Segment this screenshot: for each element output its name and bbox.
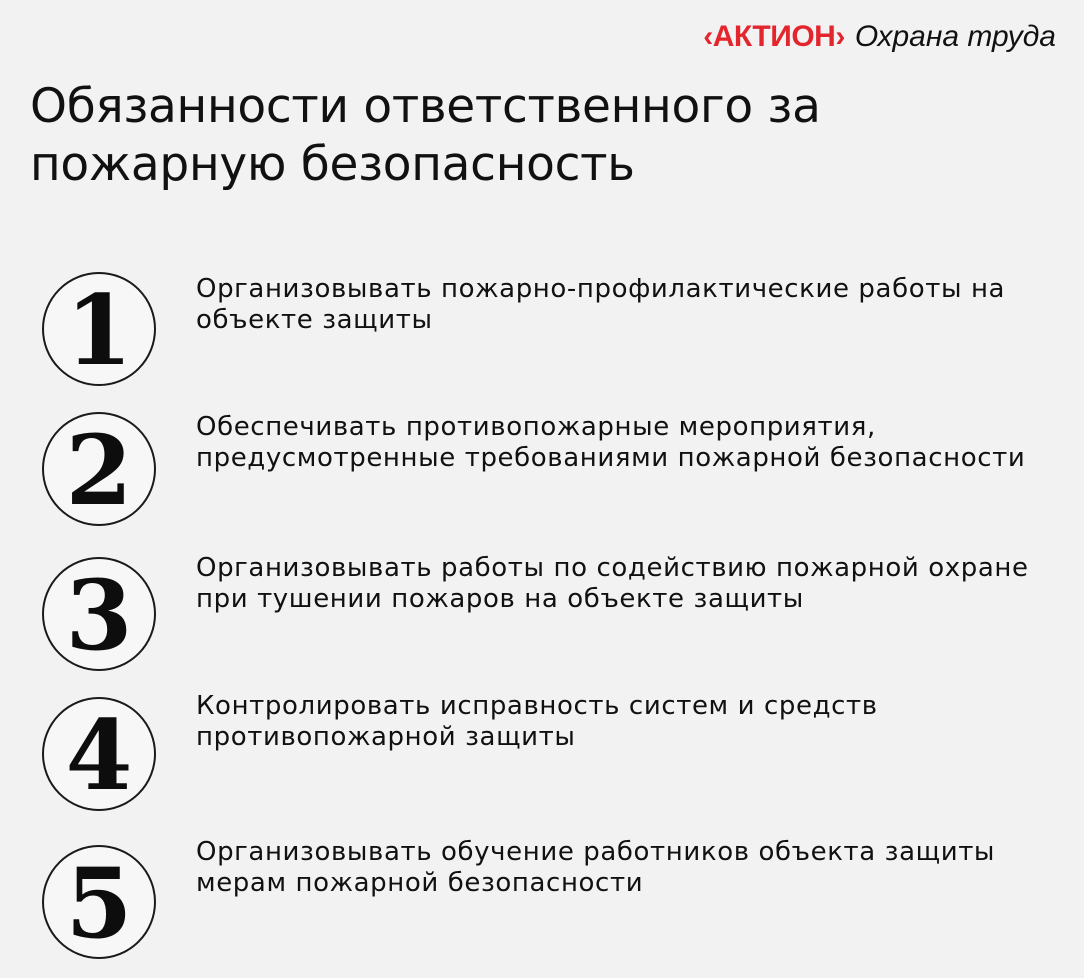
duty-text: Обеспечивать противопожарные мероприятия, предусмотренные требованиями пожарной безопасности <box>196 412 1026 473</box>
number-digit: 4 <box>65 699 133 812</box>
number-badge-5 <box>42 845 156 959</box>
duty-text: Контролировать исправность систем и средств противопожарной защиты <box>196 691 878 752</box>
number-badge-1 <box>42 272 156 386</box>
aktion-logo: ‹АКТИОН› <box>703 20 845 53</box>
number-digit: 1 <box>65 274 133 387</box>
number-digit: 2 <box>65 414 133 527</box>
page-title: Обязанности ответственного за пожарную безопасность <box>30 79 821 192</box>
number-digit: 5 <box>65 847 133 960</box>
duty-text: Организовывать работы по содействию пожарной охране при тушении пожаров на объекте защиты <box>196 553 1029 614</box>
duty-text: Организовывать обучение работников объекта защиты мерам пожарной безопасности <box>196 837 996 898</box>
number-badge-2 <box>42 412 156 526</box>
number-badge-4 <box>42 697 156 811</box>
duty-text: Организовывать пожарно-профилактические работы на объекте защиты <box>196 274 1006 335</box>
brand-tagline: Охрана труда <box>854 20 1056 53</box>
number-digit: 3 <box>65 559 133 672</box>
number-badge-3 <box>42 557 156 671</box>
